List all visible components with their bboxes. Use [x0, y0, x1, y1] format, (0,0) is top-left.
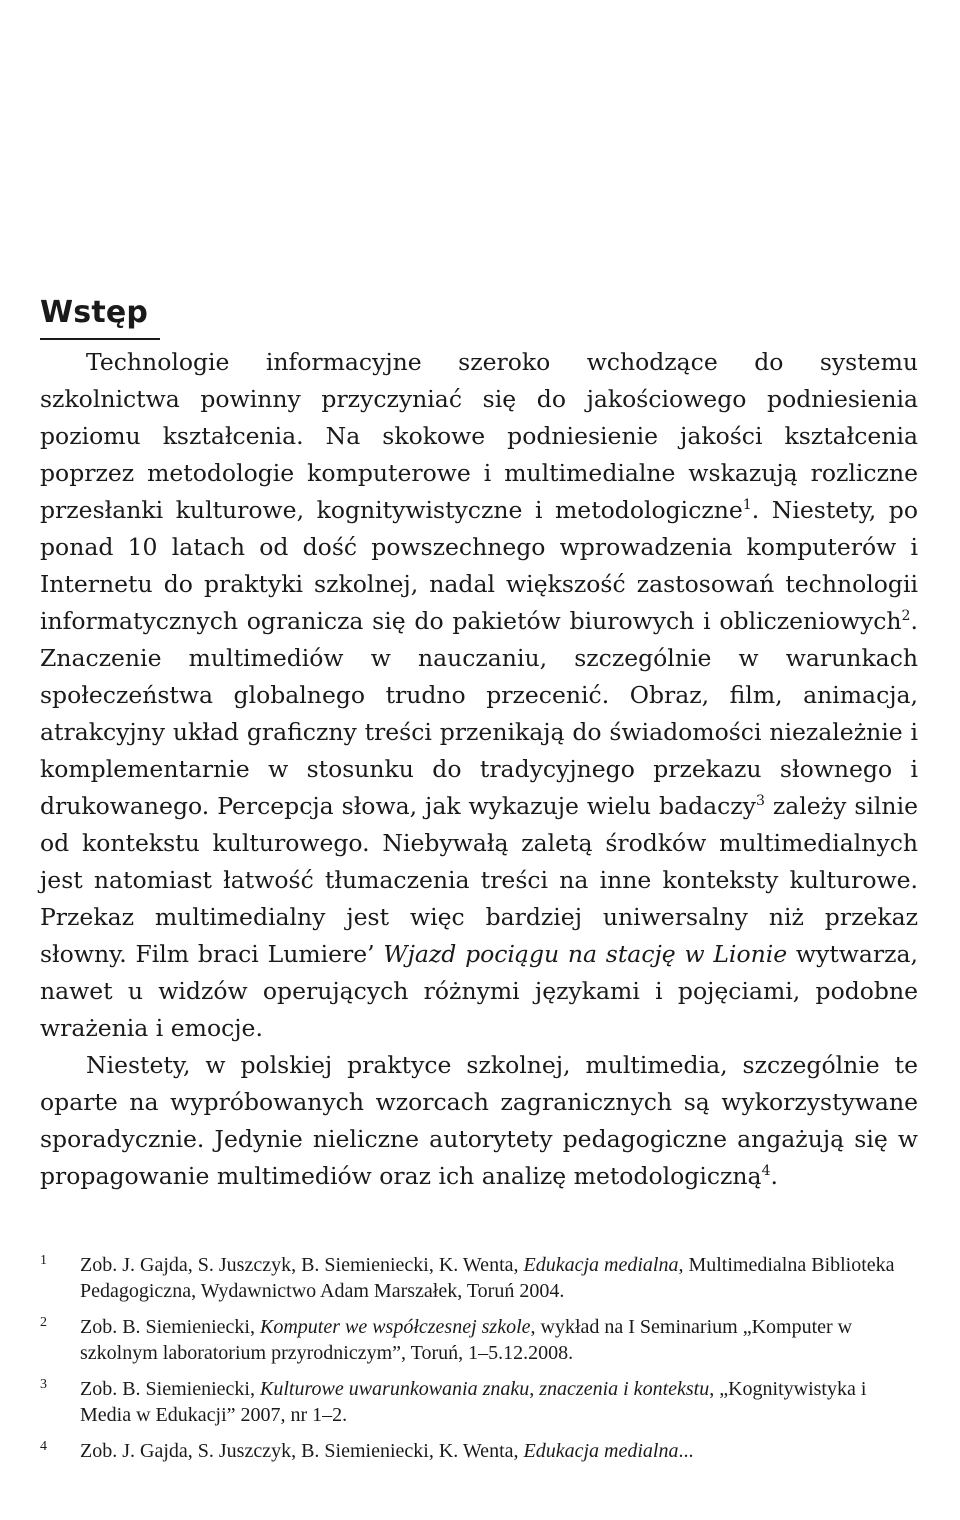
footnote: [40, 1376, 920, 1428]
footnote: [40, 1252, 920, 1304]
footnote-number: 4: [40, 1439, 47, 1454]
body-text: [40, 344, 918, 1195]
footnote-reference: 2: [901, 608, 911, 625]
text-run: . Niestety, po ponad 10 latach od dość powszechnego wprowadzenia komputerów i Internetu do praktyki szkolnej, nadal większość zastosowań technologii informatycznych ogranicza się do pakietów biurowych i obliczeniowych: [40, 496, 918, 635]
footnote-text: [80, 1316, 852, 1364]
text-run: wytwarza, nawet u widzów operujących różnymi językami i pojęciami, podobne wrażenia i emocje.: [40, 940, 918, 1042]
text-run: zależy silnie od kontekstu kulturowego. Niebywałą zaletą środków multimedialnych jest natomiast łatwość tłumaczenia treści na inne konteksty kulturowe. Przekaz multimedialny jest więc bardziej uniwersalny niż przekaz słowny. Film braci Lumiere’: [40, 792, 918, 968]
text-run: .: [770, 1162, 779, 1190]
italic-title: Wjazd pociągu na stację w Lionie: [383, 940, 788, 968]
text-run: , wykład na I Seminarium „Komputer w szkolnym laboratorium przyrodniczym”, Toruń, 1–5.12.2008.: [80, 1316, 853, 1364]
text-run: ...: [678, 1440, 694, 1462]
footnote-reference: 4: [761, 1163, 771, 1180]
footnote-reference: 1: [742, 497, 752, 514]
text-run: , Multimedialna Biblioteka Pedagogiczna, Wydawnictwo Adam Marszałek, Toruń 2004.: [80, 1254, 895, 1302]
footnote: [40, 1438, 920, 1464]
footnote-number: 3: [40, 1377, 47, 1392]
italic-title: Kulturowe uwarunkowania znaku, znaczenia i kontekstu: [259, 1378, 710, 1400]
italic-title: Komputer we współczesnej szkole: [259, 1316, 531, 1338]
footnote-reference: 3: [755, 793, 765, 810]
footnote-text: [80, 1378, 866, 1426]
text-run: Niestety, w polskiej praktyce szkolnej, multimedia, szczególnie te oparte na wypróbowanych wzorcach zagranicznych są wykorzystywane sporadycznie. Jedynie nieliczne autorytety pedagogiczne angażują się w propagowanie multimediów oraz ich analizę metodologiczną: [40, 1051, 918, 1190]
italic-title: Edukacja medialna: [523, 1440, 679, 1462]
footnote-text: [80, 1440, 693, 1462]
footnote-text: [80, 1254, 895, 1302]
document-page: [40, 0, 920, 1520]
text-run: Zob. J. Gajda, S. Juszczyk, B. Siemieniecki, K. Wenta,: [80, 1440, 524, 1462]
footnote-number: 2: [40, 1315, 47, 1330]
text-run: , „Kognitywistyka i Media w Edukacji” 2007, nr 1–2.: [80, 1378, 867, 1426]
italic-title: Edukacja medialna: [523, 1254, 679, 1276]
page-heading: Wstęp: [40, 296, 160, 340]
paragraph: [40, 344, 918, 1047]
footnote-number: 1: [40, 1253, 47, 1268]
text-run: Zob. B. Siemieniecki,: [80, 1378, 260, 1400]
paragraph: [40, 1047, 918, 1195]
text-run: Zob. J. Gajda, S. Juszczyk, B. Siemieniecki, K. Wenta,: [80, 1254, 524, 1276]
footnote: [40, 1314, 920, 1366]
text-run: Zob. B. Siemieniecki,: [80, 1316, 260, 1338]
text-run: . Znaczenie multimediów w nauczaniu, szczególnie w warunkach społeczeństwa globalnego trudno przecenić. Obraz, film, animacja, atrakcyjny układ graficzny treści przenikają do świadomości niezależnie i komplementarnie w stosunku do tradycyjnego przekazu słownego i drukowanego. Percepcja słowa, jak wykazuje wielu badaczy: [40, 607, 918, 820]
footnotes: [40, 1252, 920, 1474]
text-run: Technologie informacyjne szeroko wchodzące do systemu szkolnictwa powinny przyczyniać się do jakościowego podniesienia poziomu kształcenia. Na skokowe podniesienie jakości kształcenia poprzez metodologie komputerowe i multimedialne wskazują rozliczne przesłanki kulturowe, kognitywistyczne i metodologiczne: [40, 348, 918, 524]
